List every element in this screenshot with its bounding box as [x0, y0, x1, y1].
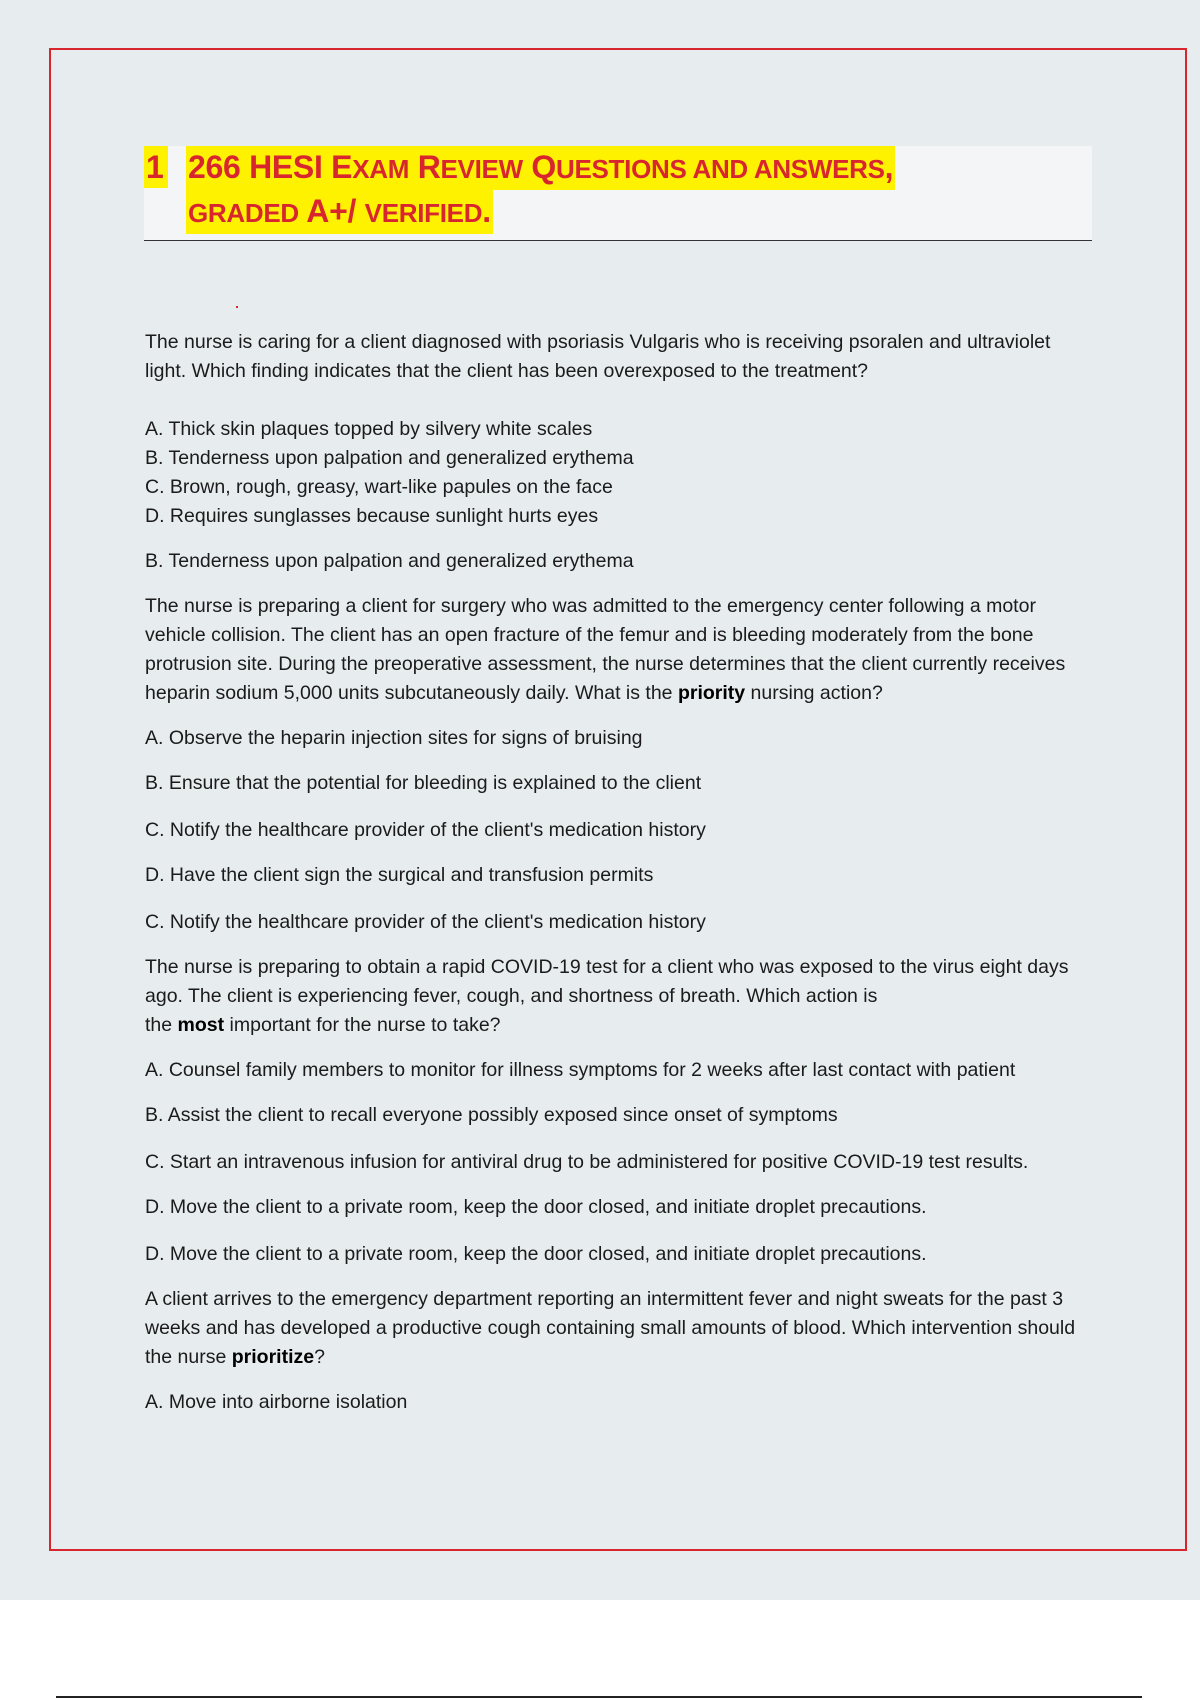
question-1-option-a: A. Thick skin plaques topped by silvery white scales [145, 418, 593, 440]
title-line-1: 266 HESI EXAM REVIEW QUESTIONS AND ANSWERS, [186, 146, 895, 190]
question-3-option-d: D. Move the client to a private room, keep the door closed, and initiate droplet precautions. [145, 1196, 927, 1218]
question-3-option-c: C. Start an intravenous infusion for antiviral drug to be administered for positive COVID-19 test results. [145, 1151, 1029, 1173]
question-3-stem: The nurse is preparing to obtain a rapid COVID-19 test for a client who was exposed to the virus eight days ago. The client is experiencing fever, cough, and shortness of breath. Which action is the most important for the nurse to take? [145, 956, 1069, 1036]
question-2-answer: C. Notify the healthcare provider of the client's medication history [145, 911, 706, 933]
document-title [144, 146, 1092, 241]
question-2-stem: The nurse is preparing a client for surgery who was admitted to the emergency center following a motor vehicle collision. The client has an open fracture of the femur and is bleeding moderately from the bone protrusion site. During the preoperative assessment, the nurse determines that the client currently receives heparin sodium 5,000 units subcutaneously daily. What is the priority nursing action? [145, 595, 1066, 704]
title-number: 1 [144, 146, 168, 188]
question-2-option-c: C. Notify the healthcare provider of the client's medication history [145, 819, 706, 841]
question-1-answer: B. Tenderness upon palpation and generalized erythema [145, 550, 634, 572]
question-2-option-d: D. Have the client sign the surgical and transfusion permits [145, 864, 654, 886]
question-3-option-a: A. Counsel family members to monitor for illness symptoms for 2 weeks after last contact with patient [145, 1059, 1016, 1081]
bottom-divider [56, 1696, 1142, 1698]
question-2-option-a: A. Observe the heparin injection sites for signs of bruising [145, 727, 643, 749]
question-4-option-a: A. Move into airborne isolation [145, 1391, 408, 1413]
question-4-stem: A client arrives to the emergency department reporting an intermittent fever and night sweats for the past 3 weeks and has developed a productive cough containing small amounts of blood. Which intervention should the nurse prioritize? [145, 1288, 1076, 1368]
question-1-option-c: C. Brown, rough, greasy, wart-like papules on the face [145, 476, 613, 498]
question-1-option-d: D. Requires sunglasses because sunlight hurts eyes [145, 505, 599, 527]
stray-mark [236, 306, 238, 308]
question-3-answer: D. Move the client to a private room, keep the door closed, and initiate droplet precautions. [145, 1243, 927, 1265]
question-3-option-b: B. Assist the client to recall everyone possibly exposed since onset of symptoms [145, 1104, 838, 1126]
question-1-option-b: B. Tenderness upon palpation and generalized erythema [145, 447, 634, 469]
question-2-option-b: B. Ensure that the potential for bleeding is explained to the client [145, 772, 702, 794]
question-1-stem: The nurse is caring for a client diagnosed with psoriasis Vulgaris who is receiving psoralen and ultraviolet light. Which finding indicates that the client has been overexposed to the treatment? [145, 331, 1051, 382]
document-body [145, 328, 1095, 1417]
title-line-2: GRADED A+/ VERIFIED. [186, 190, 493, 234]
